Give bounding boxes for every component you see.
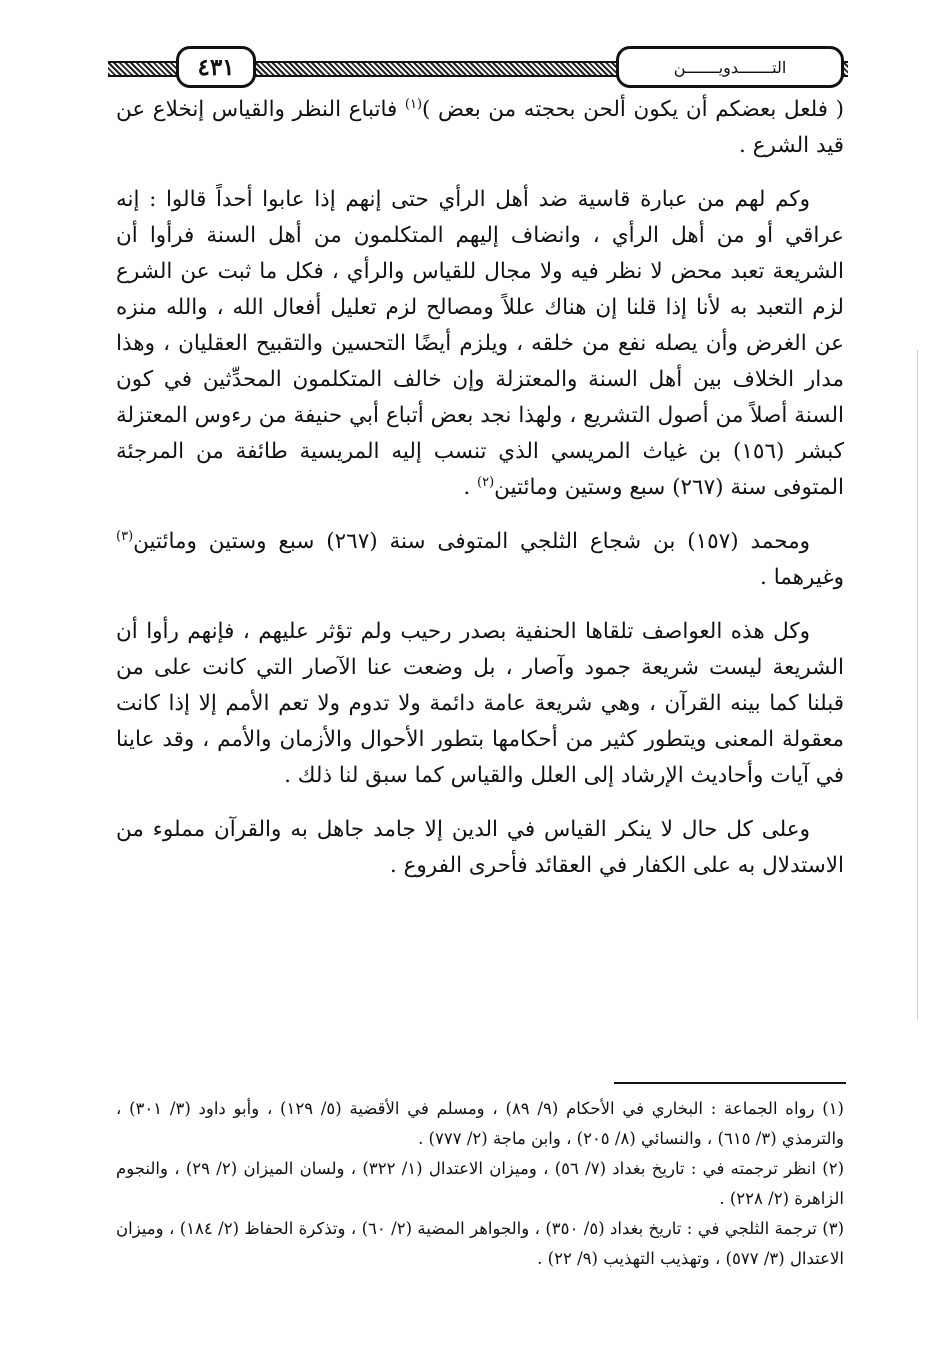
paragraph-2 <box>116 182 844 506</box>
footnote-1: (١) رواه الجماعة : البخاري في الأحكام (٩/ ٨٩) ، ومسلم في الأقضية (٥/ ١٢٩) ، وأبو داود (٣/ ٣٠١) ، والترمذي (٣/ ٦١٥) ، والنسائي (٨/ ٢٠٥) ، وابن ماجة (٢/ ٧٧٧) . <box>116 1099 844 1148</box>
footnotes <box>116 1094 844 1274</box>
paragraph-2-text-a: وكم لهم من عبارة قاسية ضد أهل الرأي حتى إنهم إذا عابوا أحداً قالوا : إنه عراقي أو من أهل الرأي ، وانضاف إليهم المتكلمون من أهل السنة فرأوا أن الشريعة تعبد محض لا نظر فيه ولا مجال للقياس والرأي ، فكل ما ثبت عن الشرع لزم التعبد به لأنا إذا قلنا إن هناك عللاً ومصالح لزم تعليل أفعال الله ، والله منزه عن الغرض وأن يصله نفع من خلقه ، ويلزم أيضًا التحسين والتقبيح العقليان ، وهذا مدار الخلاف بين أهل السنة والمعتزلة وإن خالف المتكلمون المحدِّثين في كون السنة أصلاً من أصول التشريع ، ولهذا نجد بعض أتباع أبي حنيفة من رءوس المعتزلة كبشر (١٥٦) بن غياث المريسي الذي تنسب إليه المريسية طائفة من المرجئة المتوفى سنة (٢٦٧) سبع وستين ومائتين <box>116 187 844 500</box>
paragraph-1-text-b: فاتباع النظر والقياس إنخلاع عن قيد الشرع . <box>116 97 844 158</box>
footnote-3: (٣) ترجمة الثلجي في : تاريخ بغداد (٥/ ٣٥٠) ، والجواهر المضية (٢/ ٦٠) ، وتذكرة الحفاظ (٢/ ١٨٤) ، وميزان الاعتدال (٣/ ٥٧٧) ، وتهذيب التهذيب (٩/ ٢٢) . <box>116 1219 845 1268</box>
footnote-separator <box>614 1082 846 1084</box>
paragraph-5: وعلى كل حال لا ينكر القياس في الدين إلا جامد جاهل به والقرآن مملوء من الاستدلال به على الكفار في العقائد فأحرى الفروع . <box>116 817 844 878</box>
footnote-2: (٢) انظر ترجمته في : تاريخ بغداد (٧/ ٥٦) ، وميزان الاعتدال (١/ ٣٢٢) ، ولسان الميزان (٢/ ٢٩) ، والنجوم الزاهرة (٢/ ٢٢٨) . <box>116 1159 844 1208</box>
paragraph-3-text-a: ومحمد (١٥٧) بن شجاع الثلجي المتوفى سنة (٢٦٧) سبع وستين ومائتين <box>133 529 811 554</box>
footnote-ref-2: (٢) <box>477 474 495 490</box>
page-header <box>108 44 848 92</box>
page-number: ٤٣١ <box>176 46 256 88</box>
main-text <box>116 92 844 884</box>
paragraph-1 <box>116 92 844 164</box>
paragraph-2-text-b: . <box>463 475 477 500</box>
footnote-ref-1: (١) <box>404 96 423 112</box>
paragraph-4: وكل هذه العواصف تلقاها الحنفية بصدر رحيب ولم تؤثر عليهم ، فإنهم رأوا أن الشريعة ليست شريعة جمود وآصار ، بل وضعت عنا الآصار التي كانت على من قبلنا كما بينه القرآن ، وهي شريعة عامة دائمة ولا تدوم ولا تعم الأمم إلا إذا كانت معقولة المعنى ويتطور كثير من أحكامها بتطور الأحوال والأزمان والأمم ، وقد عاينا في آيات وأحاديث الإرشاد إلى العلل والقياس كما سبق لنا ذلك . <box>116 619 844 788</box>
paragraph-3 <box>116 524 844 596</box>
paragraph-1-text-a: ( فلعل بعضكم أن يكون ألحن بحجته من بعض ) <box>422 97 844 122</box>
scan-edge-line <box>917 350 918 1020</box>
footnote-ref-3: (٣) <box>116 528 134 544</box>
running-title: التـــــــدويـــــــن <box>616 46 844 88</box>
paragraph-3-text-b: وغيرهما . <box>760 565 844 590</box>
